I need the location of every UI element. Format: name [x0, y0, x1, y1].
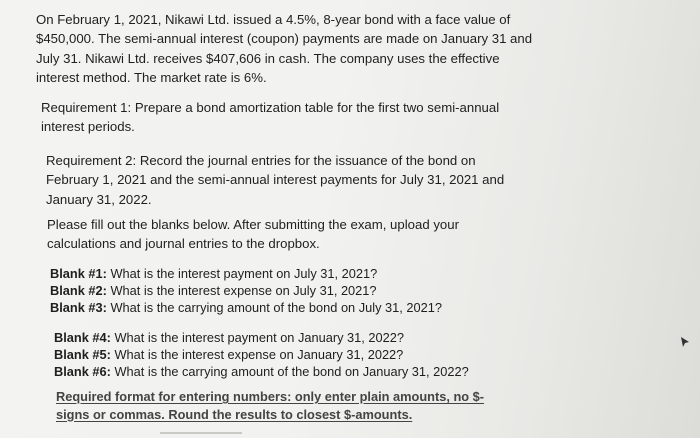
mouse-cursor-icon: [680, 336, 690, 348]
blank-question-text: What is the interest expense on January 31, 2022?: [114, 347, 404, 363]
blank-label: Blank #3:: [50, 300, 107, 316]
requirement-2: Requirement 2: Record the journal entries for the issuance of the bond on February 1, 2021 and the semi-annual interest payments for July 31, 2021 and January 31, 2022.: [46, 153, 505, 207]
blank-question: [50, 299, 442, 316]
blank-label: Blank #5:: [54, 347, 111, 363]
required-format-note: Required format for entering numbers: only enter plain amounts, no $-signs or commas. Round the results to closest $-amounts.: [56, 389, 485, 422]
blank-label: Blank #1:: [50, 266, 107, 281]
blank-label: Blank #4:: [54, 330, 111, 345]
problem-statement: On February 1, 2021, Nikawi Ltd. issued a 4.5%, 8-year bond with a face value of $450,000. The semi-annual interest (coupon) payments are made on January 31 and July 31. Nikawi Ltd. receives $407,606 in cash. The company uses the effective interest method. The market rate is 6%.: [36, 12, 533, 85]
blank-question-text: What is the interest payment on July 31, 2021?: [110, 266, 378, 281]
blank-question-text: What is the interest expense on July 31, 2021?: [110, 283, 377, 299]
blank-question: [50, 282, 442, 299]
blank-group-january: [54, 329, 469, 381]
blank-question-text: What is the interest payment on January 31, 2022?: [114, 330, 404, 345]
blank-group-july: [50, 265, 442, 317]
blank-label: Blank #6:: [54, 364, 111, 380]
blank-question: [54, 346, 469, 363]
blank-question: [50, 265, 442, 282]
blank-question-text: What is the carrying amount of the bond on July 31, 2021?: [110, 300, 442, 316]
blank-question: [54, 363, 469, 380]
blank-question: [54, 329, 469, 346]
input-field-edge[interactable]: [160, 432, 242, 434]
fill-instructions: Please fill out the blanks below. After submitting the exam, upload your calculations and journal entries to the dropbox.: [47, 217, 459, 252]
requirement-1: Requirement 1: Prepare a bond amortization table for the first two semi-annual interest periods.: [41, 100, 500, 135]
blank-label: Blank #2:: [50, 283, 107, 299]
blank-question-text: What is the carrying amount of the bond on January 31, 2022?: [114, 364, 469, 380]
